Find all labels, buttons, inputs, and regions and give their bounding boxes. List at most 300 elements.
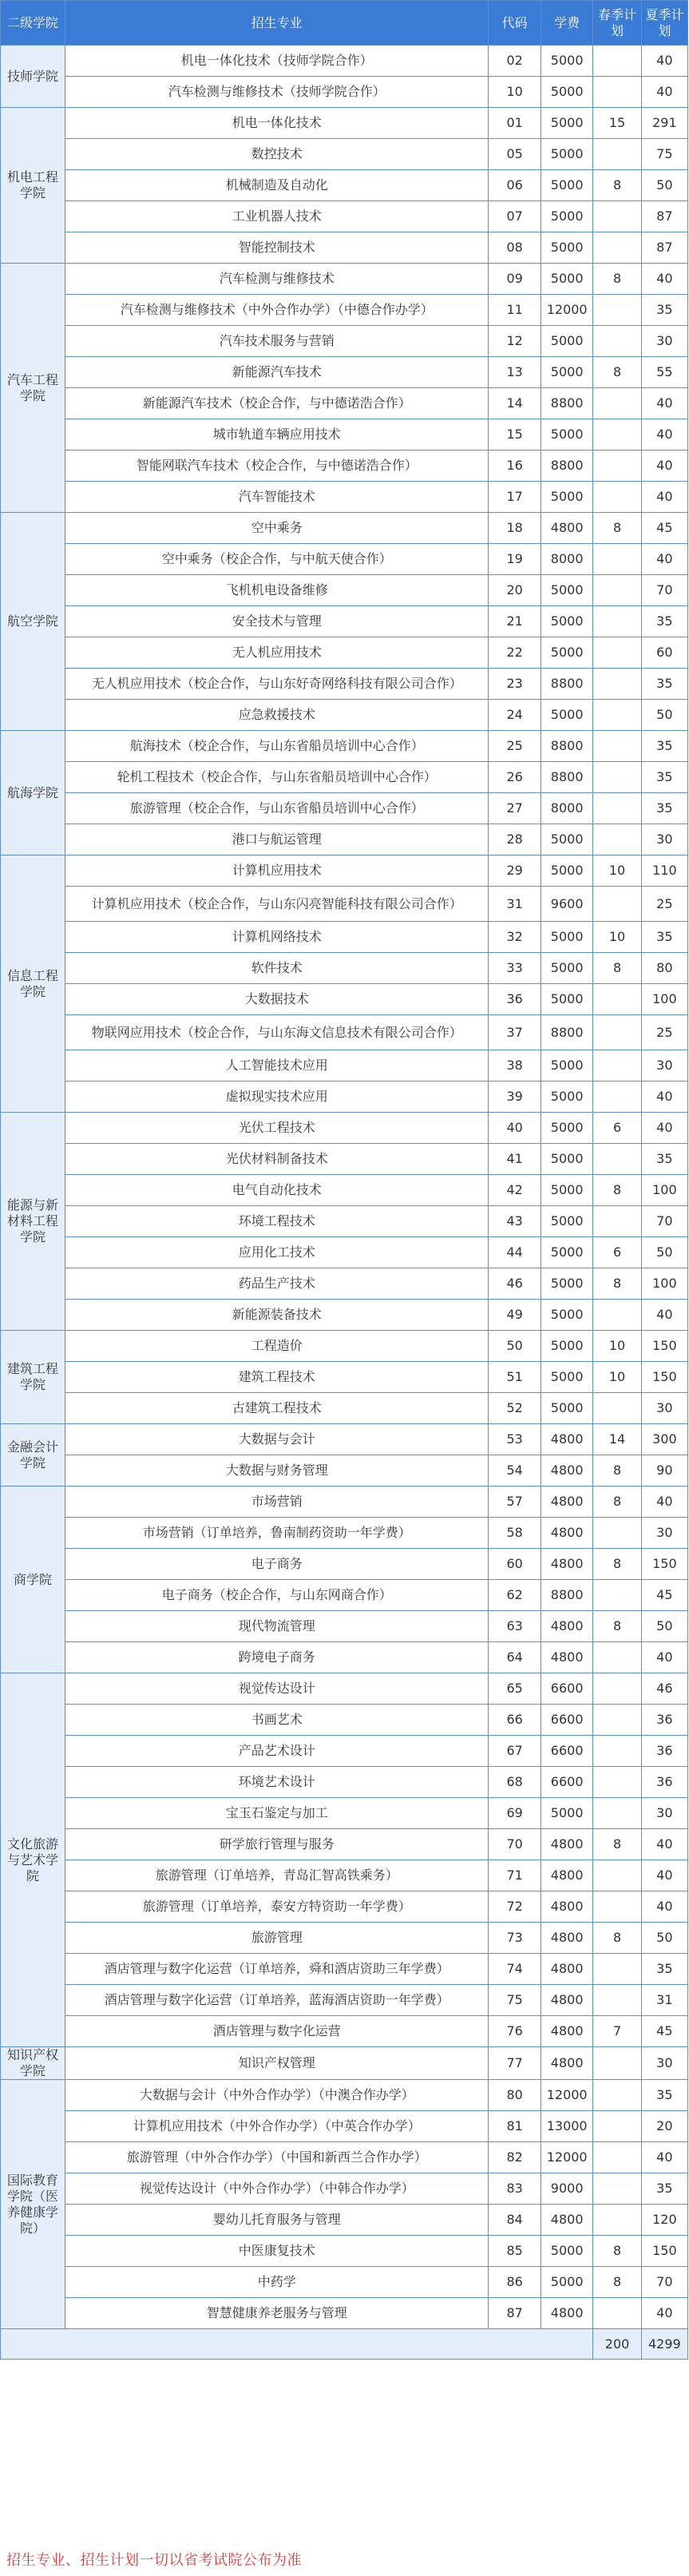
spring-plan-cell [593, 2047, 641, 2080]
spring-plan-cell [593, 762, 641, 793]
major-name-cell: 旅游管理（订单培养，泰安方特资助一年学费） [65, 1891, 489, 1923]
summer-plan-cell: 50 [641, 170, 687, 201]
major-code-cell: 24 [489, 700, 541, 731]
major-name-cell: 虚拟现实技术应用 [65, 1082, 489, 1113]
spring-plan-cell [593, 1206, 641, 1237]
major-code-cell: 58 [489, 1518, 541, 1549]
major-name-cell: 光伏工程技术 [65, 1113, 489, 1144]
major-code-cell: 22 [489, 637, 541, 669]
major-name-cell: 汽车检测与维修技术（中外合作办学）（中德合作办学） [65, 295, 489, 326]
summer-plan-cell: 30 [641, 824, 687, 855]
spring-plan-cell: 8 [593, 264, 641, 295]
summer-plan-cell: 87 [641, 201, 687, 232]
major-code-cell: 86 [489, 2267, 541, 2298]
tuition-fee-cell: 4800 [541, 2047, 593, 2080]
summer-plan-cell: 100 [641, 984, 687, 1015]
table-row [1, 922, 688, 953]
summer-plan-cell: 40 [641, 482, 687, 513]
major-code-cell: 19 [489, 544, 541, 575]
summer-plan-cell: 35 [641, 606, 687, 637]
spring-plan-cell [593, 419, 641, 451]
spring-plan-cell [593, 295, 641, 326]
tuition-fee-cell: 4800 [541, 1455, 593, 1486]
college-name-cell: 航空学院 [1, 513, 65, 731]
table-row [1, 388, 688, 419]
major-code-cell: 81 [489, 2111, 541, 2142]
major-code-cell: 40 [489, 1113, 541, 1144]
tuition-fee-cell: 5000 [541, 108, 593, 139]
summer-plan-cell: 35 [641, 762, 687, 793]
table-row [1, 139, 688, 170]
tuition-fee-cell: 8800 [541, 762, 593, 793]
college-name-cell: 航海学院 [1, 731, 65, 855]
spring-plan-cell [593, 2298, 641, 2329]
college-name-cell: 金融会计学院 [1, 1424, 65, 1486]
major-name-cell: 视觉传达设计（中外合作办学）（中韩合作办学） [65, 2173, 489, 2205]
tuition-fee-cell: 5000 [541, 1050, 593, 1082]
tuition-fee-cell: 4800 [541, 1642, 593, 1673]
major-name-cell: 新能源汽车技术 [65, 357, 489, 388]
major-code-cell: 82 [489, 2142, 541, 2173]
spring-plan-cell: 8 [593, 1611, 641, 1642]
spring-plan-cell [593, 232, 641, 264]
tuition-fee-cell: 5000 [541, 700, 593, 731]
tuition-fee-cell: 8800 [541, 669, 593, 700]
table-row [1, 1362, 688, 1393]
major-name-cell: 宝玉石鉴定与加工 [65, 1798, 489, 1829]
major-code-cell: 66 [489, 1705, 541, 1736]
tuition-fee-cell: 5000 [541, 953, 593, 984]
spring-plan-cell [593, 1518, 641, 1549]
table-row [1, 2205, 688, 2236]
spring-plan-cell: 8 [593, 1549, 641, 1580]
major-code-cell: 62 [489, 1580, 541, 1611]
table-row [1, 201, 688, 232]
tuition-fee-cell: 4800 [541, 1954, 593, 1985]
major-code-cell: 16 [489, 451, 541, 482]
summer-plan-cell: 35 [641, 295, 687, 326]
tuition-fee-cell: 5000 [541, 1331, 593, 1362]
summer-plan-cell: 40 [641, 419, 687, 451]
summer-plan-cell: 110 [641, 855, 687, 887]
summer-plan-cell: 35 [641, 793, 687, 824]
table-row [1, 108, 688, 139]
table-row [1, 1985, 688, 2016]
tuition-fee-cell: 5000 [541, 201, 593, 232]
spring-plan-cell [593, 984, 641, 1015]
major-code-cell: 26 [489, 762, 541, 793]
summer-plan-total: 4299 [641, 2329, 687, 2360]
table-row [1, 637, 688, 669]
tuition-fee-cell: 5000 [541, 1237, 593, 1268]
major-name-cell: 飞机机电设备维修 [65, 575, 489, 606]
table-row [1, 700, 688, 731]
summer-plan-cell: 120 [641, 2205, 687, 2236]
major-name-cell: 酒店管理与数字化运营（订单培养，蓝海酒店资助一年学费） [65, 1985, 489, 2016]
tuition-fee-cell: 5000 [541, 1798, 593, 1829]
totals-row [1, 2329, 688, 2360]
major-code-cell: 17 [489, 482, 541, 513]
major-code-cell: 65 [489, 1673, 541, 1705]
tuition-fee-cell: 4800 [541, 2016, 593, 2047]
spring-plan-cell: 10 [593, 1331, 641, 1362]
tuition-fee-cell: 8000 [541, 544, 593, 575]
tuition-fee-cell: 9000 [541, 2173, 593, 2205]
table-row [1, 953, 688, 984]
spring-plan-cell [593, 637, 641, 669]
tuition-fee-cell: 5000 [541, 922, 593, 953]
tuition-fee-cell: 4800 [541, 513, 593, 544]
major-name-cell: 旅游管理（中外合作办学）（中国和新西兰合作办学） [65, 2142, 489, 2173]
major-code-cell: 07 [489, 201, 541, 232]
spring-plan-cell [593, 2173, 641, 2205]
spring-plan-cell [593, 1705, 641, 1736]
tuition-fee-cell: 4800 [541, 1891, 593, 1923]
major-name-cell: 智能控制技术 [65, 232, 489, 264]
table-row [1, 1237, 688, 1268]
summer-plan-cell: 20 [641, 2111, 687, 2142]
major-code-cell: 23 [489, 669, 541, 700]
summer-plan-cell: 80 [641, 953, 687, 984]
spring-plan-cell: 10 [593, 922, 641, 953]
summer-plan-cell: 36 [641, 1736, 687, 1767]
summer-plan-cell: 150 [641, 2236, 687, 2267]
table-row [1, 855, 688, 887]
college-name-cell: 知识产权学院 [1, 2047, 65, 2080]
major-code-cell: 74 [489, 1954, 541, 1985]
tuition-fee-cell: 5000 [541, 139, 593, 170]
spring-plan-cell [593, 575, 641, 606]
table-row [1, 1829, 688, 1860]
summer-plan-cell: 90 [641, 1455, 687, 1486]
tuition-fee-cell: 4800 [541, 1860, 593, 1891]
spring-plan-cell: 8 [593, 1175, 641, 1206]
table-row [1, 731, 688, 762]
table-row [1, 1300, 688, 1331]
table-row [1, 1860, 688, 1891]
spring-plan-cell: 8 [593, 953, 641, 984]
summer-plan-cell: 35 [641, 1954, 687, 1985]
tuition-fee-cell: 5000 [541, 1300, 593, 1331]
major-name-cell: 智能网联汽车技术（校企合作，与中德诺浩合作） [65, 451, 489, 482]
major-name-cell: 药品生产技术 [65, 1268, 489, 1300]
major-code-cell: 76 [489, 2016, 541, 2047]
summer-plan-cell: 30 [641, 2047, 687, 2080]
summer-plan-cell: 40 [641, 388, 687, 419]
tuition-fee-cell: 4800 [541, 1549, 593, 1580]
tuition-fee-cell: 12000 [541, 2142, 593, 2173]
major-code-cell: 02 [489, 46, 541, 77]
table-row [1, 419, 688, 451]
spring-plan-cell [593, 1015, 641, 1050]
spring-plan-cell [593, 77, 641, 108]
spring-plan-cell: 15 [593, 108, 641, 139]
major-name-cell: 产品艺术设计 [65, 1736, 489, 1767]
spring-plan-cell [593, 46, 641, 77]
major-name-cell: 大数据与财务管理 [65, 1455, 489, 1486]
summer-plan-cell: 55 [641, 357, 687, 388]
summer-plan-cell: 50 [641, 1611, 687, 1642]
tuition-fee-cell: 8800 [541, 731, 593, 762]
tuition-fee-cell: 4800 [541, 2205, 593, 2236]
summer-plan-cell: 150 [641, 1549, 687, 1580]
major-name-cell: 汽车检测与维修技术（技师学院合作） [65, 77, 489, 108]
tuition-fee-cell: 6600 [541, 1673, 593, 1705]
summer-plan-cell: 40 [641, 46, 687, 77]
major-code-cell: 87 [489, 2298, 541, 2329]
summer-plan-cell: 46 [641, 1673, 687, 1705]
summer-plan-cell: 60 [641, 637, 687, 669]
tuition-fee-cell: 4800 [541, 1923, 593, 1954]
major-name-cell: 计算机应用技术（中外合作办学）（中英合作办学） [65, 2111, 489, 2142]
major-code-cell: 54 [489, 1455, 541, 1486]
spring-plan-cell: 8 [593, 2267, 641, 2298]
college-name-cell: 商学院 [1, 1486, 65, 1673]
summer-plan-cell: 25 [641, 1015, 687, 1050]
table-row [1, 1113, 688, 1144]
summer-plan-cell: 30 [641, 1518, 687, 1549]
summer-plan-cell: 40 [641, 264, 687, 295]
major-name-cell: 智慧健康养老服务与管理 [65, 2298, 489, 2329]
summer-plan-cell: 40 [641, 451, 687, 482]
major-name-cell: 港口与航运管理 [65, 824, 489, 855]
summer-plan-cell: 40 [641, 1486, 687, 1518]
college-name-cell: 文化旅游与艺术学院 [1, 1673, 65, 2047]
summer-plan-cell: 30 [641, 1798, 687, 1829]
major-code-cell: 14 [489, 388, 541, 419]
major-name-cell: 航海技术（校企合作，与山东省船员培训中心合作） [65, 731, 489, 762]
table-row [1, 1611, 688, 1642]
spring-plan-column-header: 春季计划 [593, 1, 641, 46]
major-code-cell: 84 [489, 2205, 541, 2236]
tuition-fee-cell: 5000 [541, 2236, 593, 2267]
major-code-cell: 33 [489, 953, 541, 984]
major-code-cell: 09 [489, 264, 541, 295]
college-column-header: 二级学院 [1, 1, 65, 46]
major-name-cell: 酒店管理与数字化运营 [65, 2016, 489, 2047]
major-code-cell: 60 [489, 1549, 541, 1580]
major-code-cell: 41 [489, 1144, 541, 1175]
major-name-cell: 计算机网络技术 [65, 922, 489, 953]
spring-plan-cell [593, 669, 641, 700]
spring-plan-cell [593, 887, 641, 922]
major-name-cell: 电子商务（校企合作，与山东网商合作） [65, 1580, 489, 1611]
summer-plan-cell: 35 [641, 922, 687, 953]
major-name-cell: 旅游管理 [65, 1923, 489, 1954]
table-row [1, 1268, 688, 1300]
major-code-cell: 53 [489, 1424, 541, 1455]
major-name-cell: 跨境电子商务 [65, 1642, 489, 1673]
table-row [1, 1486, 688, 1518]
table-row [1, 1175, 688, 1206]
major-name-cell: 大数据与会计 [65, 1424, 489, 1455]
spring-plan-cell [593, 1393, 641, 1424]
tuition-fee-cell: 5000 [541, 1268, 593, 1300]
tuition-fee-cell: 5000 [541, 1362, 593, 1393]
summer-plan-cell: 300 [641, 1424, 687, 1455]
table-row [1, 544, 688, 575]
table-row [1, 1455, 688, 1486]
spring-plan-cell [593, 1300, 641, 1331]
major-name-cell: 大数据与会计（中外合作办学）（中澳合作办学） [65, 2080, 489, 2111]
major-code-cell: 50 [489, 1331, 541, 1362]
tuition-fee-cell: 5000 [541, 77, 593, 108]
spring-plan-cell [593, 2142, 641, 2173]
table-row [1, 232, 688, 264]
tuition-fee-cell: 4800 [541, 1424, 593, 1455]
spring-plan-cell [593, 1580, 641, 1611]
major-name-cell: 物联网应用技术（校企合作，与山东海文信息技术有限公司合作） [65, 1015, 489, 1050]
major-code-cell: 27 [489, 793, 541, 824]
major-code-cell: 44 [489, 1237, 541, 1268]
major-name-cell: 机电一体化技术 [65, 108, 489, 139]
spring-plan-cell: 6 [593, 1113, 641, 1144]
footnote: 招生专业、招生计划一切以省考试院公布为准 [6, 2552, 302, 2569]
major-code-cell: 63 [489, 1611, 541, 1642]
table-row [1, 1580, 688, 1611]
tuition-fee-cell: 5000 [541, 1113, 593, 1144]
college-name-cell: 机电工程学院 [1, 108, 65, 264]
table-row [1, 1082, 688, 1113]
table-row [1, 451, 688, 482]
table-row [1, 482, 688, 513]
major-code-cell: 36 [489, 984, 541, 1015]
major-code-cell: 06 [489, 170, 541, 201]
table-row [1, 1144, 688, 1175]
major-name-cell: 电子商务 [65, 1549, 489, 1580]
table-row [1, 2047, 688, 2080]
table-row [1, 762, 688, 793]
table-row [1, 793, 688, 824]
major-code-cell: 80 [489, 2080, 541, 2111]
major-code-cell: 71 [489, 1860, 541, 1891]
spring-plan-cell: 8 [593, 513, 641, 544]
tuition-fee-cell: 6600 [541, 1705, 593, 1736]
table-row [1, 170, 688, 201]
spring-plan-cell: 8 [593, 1486, 641, 1518]
spring-plan-cell [593, 2111, 641, 2142]
tuition-fee-cell: 6600 [541, 1736, 593, 1767]
spring-plan-cell [593, 1050, 641, 1082]
summer-plan-cell: 40 [641, 2298, 687, 2329]
tuition-fee-cell: 9600 [541, 887, 593, 922]
table-row [1, 887, 688, 922]
tuition-fee-cell: 5000 [541, 170, 593, 201]
college-name-cell: 国际教育学院（医养健康学院） [1, 2080, 65, 2329]
major-name-cell: 应用化工技术 [65, 1237, 489, 1268]
totals-blank-cell [1, 2329, 593, 2360]
spring-plan-cell [593, 482, 641, 513]
major-name-cell: 环境艺术设计 [65, 1767, 489, 1798]
major-code-cell: 20 [489, 575, 541, 606]
tuition-fee-cell: 8800 [541, 1015, 593, 1050]
table-row [1, 1673, 688, 1705]
table-row [1, 1923, 688, 1954]
spring-plan-cell [593, 1860, 641, 1891]
tuition-fee-cell: 5000 [541, 357, 593, 388]
major-code-cell: 05 [489, 139, 541, 170]
summer-plan-cell: 36 [641, 1705, 687, 1736]
summer-plan-cell: 36 [641, 1767, 687, 1798]
major-name-cell: 建筑工程技术 [65, 1362, 489, 1393]
table-row [1, 2016, 688, 2047]
table-row [1, 575, 688, 606]
major-name-cell: 古建筑工程技术 [65, 1393, 489, 1424]
major-code-cell: 85 [489, 2236, 541, 2267]
major-name-cell: 酒店管理与数字化运营（订单培养，舜和酒店资助三年学费） [65, 1954, 489, 1985]
table-row [1, 2236, 688, 2267]
table-row [1, 1891, 688, 1923]
spring-plan-cell [593, 139, 641, 170]
tuition-fee-cell: 5000 [541, 1082, 593, 1113]
major-name-cell: 新能源汽车技术（校企合作，与中德诺浩合作） [65, 388, 489, 419]
summer-plan-cell: 40 [641, 1891, 687, 1923]
summer-plan-cell: 70 [641, 575, 687, 606]
spring-plan-cell [593, 2080, 641, 2111]
spring-plan-cell [593, 1082, 641, 1113]
spring-plan-cell [593, 2205, 641, 2236]
table-row [1, 1954, 688, 1985]
major-code-cell: 69 [489, 1798, 541, 1829]
table-row [1, 326, 688, 357]
major-name-cell: 轮机工程技术（校企合作，与山东省船员培训中心合作） [65, 762, 489, 793]
table-row [1, 2142, 688, 2173]
major-name-cell: 空中乘务 [65, 513, 489, 544]
summer-plan-cell: 70 [641, 2267, 687, 2298]
major-name-cell: 无人机应用技术（校企合作，与山东好奇网络科技有限公司合作） [65, 669, 489, 700]
table-row [1, 77, 688, 108]
table-row [1, 1331, 688, 1362]
summer-plan-cell: 50 [641, 1237, 687, 1268]
tuition-fee-cell: 5000 [541, 264, 593, 295]
spring-plan-cell [593, 201, 641, 232]
spring-plan-cell: 10 [593, 1362, 641, 1393]
major-name-cell: 人工智能技术应用 [65, 1050, 489, 1082]
summer-plan-cell: 35 [641, 2173, 687, 2205]
tuition-fee-cell: 5000 [541, 482, 593, 513]
summer-plan-cell: 45 [641, 513, 687, 544]
major-name-cell: 无人机应用技术 [65, 637, 489, 669]
major-code-cell: 08 [489, 232, 541, 264]
major-name-cell: 知识产权管理 [65, 2047, 489, 2080]
table-row [1, 2111, 688, 2142]
spring-plan-cell [593, 731, 641, 762]
college-name-cell: 汽车工程学院 [1, 264, 65, 513]
spring-plan-cell [593, 1891, 641, 1923]
spring-plan-total: 200 [593, 2329, 641, 2360]
major-name-cell: 中药学 [65, 2267, 489, 2298]
major-code-cell: 10 [489, 77, 541, 108]
major-code-cell: 29 [489, 855, 541, 887]
major-code-cell: 75 [489, 1985, 541, 2016]
major-code-cell: 28 [489, 824, 541, 855]
major-name-cell: 计算机应用技术（校企合作，与山东闪亮智能科技有限公司合作） [65, 887, 489, 922]
major-code-cell: 15 [489, 419, 541, 451]
major-name-cell: 婴幼儿托育服务与管理 [65, 2205, 489, 2236]
spring-plan-cell: 8 [593, 2236, 641, 2267]
summer-plan-cell: 100 [641, 1268, 687, 1300]
tuition-fee-cell: 4800 [541, 2298, 593, 2329]
tuition-fee-cell: 5000 [541, 855, 593, 887]
summer-plan-cell: 40 [641, 544, 687, 575]
major-name-cell: 计算机应用技术 [65, 855, 489, 887]
summer-plan-cell: 45 [641, 1580, 687, 1611]
college-name-cell: 信息工程学院 [1, 855, 65, 1113]
major-name-cell: 汽车智能技术 [65, 482, 489, 513]
major-name-cell: 工业机器人技术 [65, 201, 489, 232]
spring-plan-cell [593, 606, 641, 637]
major-name-cell: 城市轨道车辆应用技术 [65, 419, 489, 451]
